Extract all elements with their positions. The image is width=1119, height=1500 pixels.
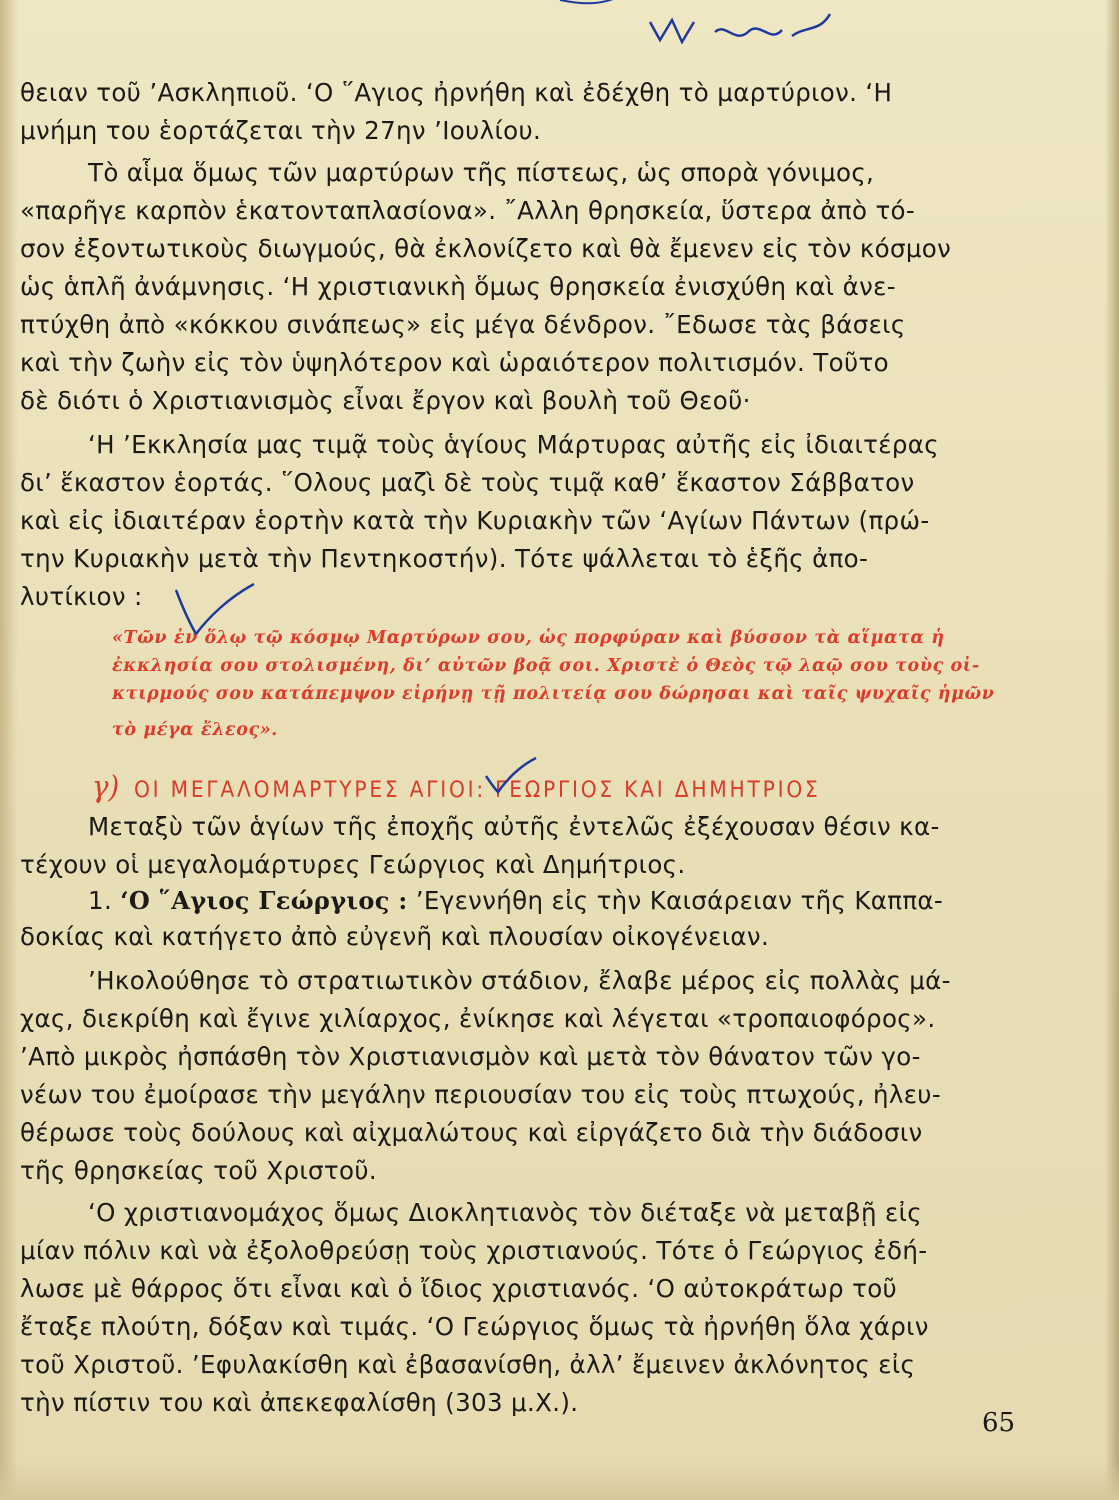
saint-george-name: ‘Ο ῞Αγιος Γεώργιος : [120, 886, 408, 915]
page-edge-shadow-right [1105, 0, 1119, 1500]
page-number: 65 [982, 1408, 1016, 1438]
hymn-line-4: τὸ μέγα ἔλεος». [112, 720, 279, 740]
page-edge-shadow-bottom [0, 1460, 1119, 1500]
paragraph-6-line-1: ’Ηκολούθησε τὸ στρατιωτικὸν στάδιον, ἔλαβε μέρος εἰς πολλὰς μά- [88, 966, 951, 995]
paragraph-7-line-5: τοῦ Χριστοῦ. ’Εφυλακίσθη καὶ ἐβασανίσθη, ἀλλ’ ἔμεινεν ἀκλόνητος εἰς [20, 1350, 916, 1379]
paragraph-6-line-2: χας, διεκρίθη καὶ ἔγινε χιλίαρχος, ἐνίκησε καὶ λέγεται «τροπαιοφόρος». [20, 1004, 936, 1033]
paragraph-3-line-3: καὶ εἰς ἰδιαιτέραν ἑορτὴν κατὰ τὴν Κυριακὴν τῶν ‘Αγίων Πάντων (πρώ- [20, 506, 930, 535]
paragraph-1-line-1: θειαν τοῦ ’Ασκληπιοῦ. ‘Ο ῞Αγιος ἠρνήθη καὶ ἐδέχθη τὸ μαρτύριον. ‘Η [20, 78, 893, 107]
item-number: 1. [88, 886, 113, 915]
paragraph-2-line-4: ὡς ἁπλῆ ἀνάμνησις. ‘Η χριστιανικὴ ὅμως θρησκεία ἐνισχύθη καὶ ἀνε- [20, 272, 896, 301]
paragraph-2-line-7: δὲ διότι ὁ Χριστιανισμὸς εἶναι ἔργον καὶ βουλὴ τοῦ Θεοῦ· [20, 386, 751, 415]
paragraph-2-line-3: σον ἐξοντωτικοὺς διωγμούς, θὰ ἐκλονίζετο καὶ θὰ ἔμενεν εἰς τὸν κόσμον [20, 234, 952, 263]
hymn-line-2: ἐκκλησία σου στολισμένη, δι’ αὐτῶν βοᾷ σοι. Χριστὲ ὁ Θεὸς τῷ λαῷ σου τοὺς οἰ- [112, 656, 980, 676]
paragraph-1-line-2: μνήμη του ἑορτάζεται τὴν 27ην ’Ιουλίου. [20, 116, 542, 145]
paragraph-2-line-2: «παρῆγε καρπὸν ἑκατονταπλασίονα». ῎Αλλη θρησκεία, ὕστερα ἀπὸ τό- [20, 196, 916, 225]
hymn-line-1: «Τῶν ἐν ὅλῳ τῷ κόσμῳ Μαρτύρων σου, ὡς πορφύραν καὶ βύσσον τὰ αἵματα ἡ [112, 628, 945, 648]
paragraph-2-line-6: καὶ τὴν ζωὴν εἰς τὸν ὑψηλότερον καὶ ὡραιότερον πολιτισμόν. Τοῦτο [20, 348, 889, 377]
section-heading-text: ΟΙ ΜΕΓΑΛΟΜΑΡΤΥΡΕΣ ΑΓΙΟΙ: ΓΕΩΡΓΙΟΣ ΚΑΙ ΔΗΜΗΤΡΙΟΣ [133, 778, 821, 803]
paragraph-7-line-4: ἔταξε πλούτη, δόξαν καὶ τιμάς. ‘Ο Γεώργιος ὅμως τὰ ἠρνήθη ὅλα χάριν [20, 1312, 929, 1341]
paragraph-7-line-1: ‘Ο χριστιανομάχος ὅμως Διοκλητιανὸς τὸν διέταξε νὰ μεταβῇ εἰς [88, 1198, 922, 1227]
paragraph-2-line-1: Τὸ αἷμα ὅμως τῶν μαρτύρων τῆς πίστεως, ὡς σπορὰ γόνιμος, [88, 158, 875, 187]
paragraph-3-line-5: λυτίκιον : [20, 582, 143, 611]
paragraph-3-line-1: ‘Η ’Εκκλησία μας τιμᾷ τοὺς ἁγίους Μάρτυρας αὐτῆς εἰς ἰδιαιτέρας [88, 430, 939, 459]
paragraph-6-line-5: θέρωσε τοὺς δούλους καὶ αἰχμαλώτους καὶ εἰργάζετο διὰ τὴν διάδοσιν [20, 1118, 923, 1147]
paragraph-6-line-3: ’Απὸ μικρὸς ἠσπάσθη τὸν Χριστιανισμὸν καὶ μετὰ τὸν θάνατον τῶν γο- [20, 1042, 921, 1071]
paragraph-7-line-3: λωσε μὲ θάρρος ὅτι εἶναι καὶ ὁ ἴδιος χριστιανός. ‘Ο αὐτοκράτωρ τοῦ [20, 1274, 898, 1303]
section-heading [92, 770, 821, 805]
paragraph-4-line-2: τέχουν οἱ μεγαλομάρτυρες Γεώργιος καὶ Δημήτριος. [20, 850, 686, 879]
paragraph-5-line-2: δοκίας καὶ κατήγετο ἀπὸ εὐγενῆ καὶ πλουσίαν οἰκογένειαν. [20, 922, 770, 951]
paragraph-5-first-line-rest: ’Εγεννήθη εἰς τὴν Καισάρειαν τῆς Καππα- [415, 886, 944, 915]
paragraph-7-line-2: μίαν πόλιν καὶ νὰ ἐξολοθρεύσῃ τοὺς χριστιανούς. Τότε ὁ Γεώργιος ἐδή- [20, 1236, 928, 1265]
paragraph-5-line-1 [88, 886, 1020, 915]
paragraph-3-line-2: δι’ ἕκαστον ἑορτάς. ῞Ολους μαζὶ δὲ τοὺς τιμᾷ καθ’ ἕκαστον Σάββατον [20, 468, 915, 497]
page-edge-shadow-left [0, 0, 18, 1500]
heading-checkmark [480, 756, 540, 796]
paragraph-6-line-4: νέων του ἐμοίρασε τὴν μεγάλην περιουσίαν του εἰς τοὺς πτωχούς, ἠλευ- [20, 1080, 942, 1109]
hymn-line-3: κτιρμούς σου κατάπεμψον εἰρήνῃ τῇ πολιτείᾳ σου δώρησαι καὶ ταῖς ψυχαῖς ἡμῶν [112, 684, 995, 704]
paragraph-2-line-5: πτύχθη ἀπὸ «κόκκου σινάπεως» εἰς μέγα δένδρον. ῎Εδωσε τὰς βάσεις [20, 310, 906, 339]
handwritten-scribble [330, 0, 890, 62]
paragraph-6-line-6: τῆς θρησκείας τοῦ Χριστοῦ. [20, 1156, 377, 1185]
paragraph-4-line-1: Μεταξὺ τῶν ἁγίων τῆς ἐποχῆς αὐτῆς ἐντελῶς ἐξέχουσαν θέσιν κα- [88, 812, 940, 841]
paragraph-3-line-4: την Κυριακὴν μετὰ τὴν Πεντηκοστήν). Τότε ψάλλεται τὸ ἑξῆς ἀπο- [20, 544, 869, 573]
section-marker: γ) [92, 770, 120, 805]
paragraph-7-line-6: τὴν πίστιν του καὶ ἀπεκεφαλίσθη (303 μ.Χ.). [20, 1388, 579, 1417]
